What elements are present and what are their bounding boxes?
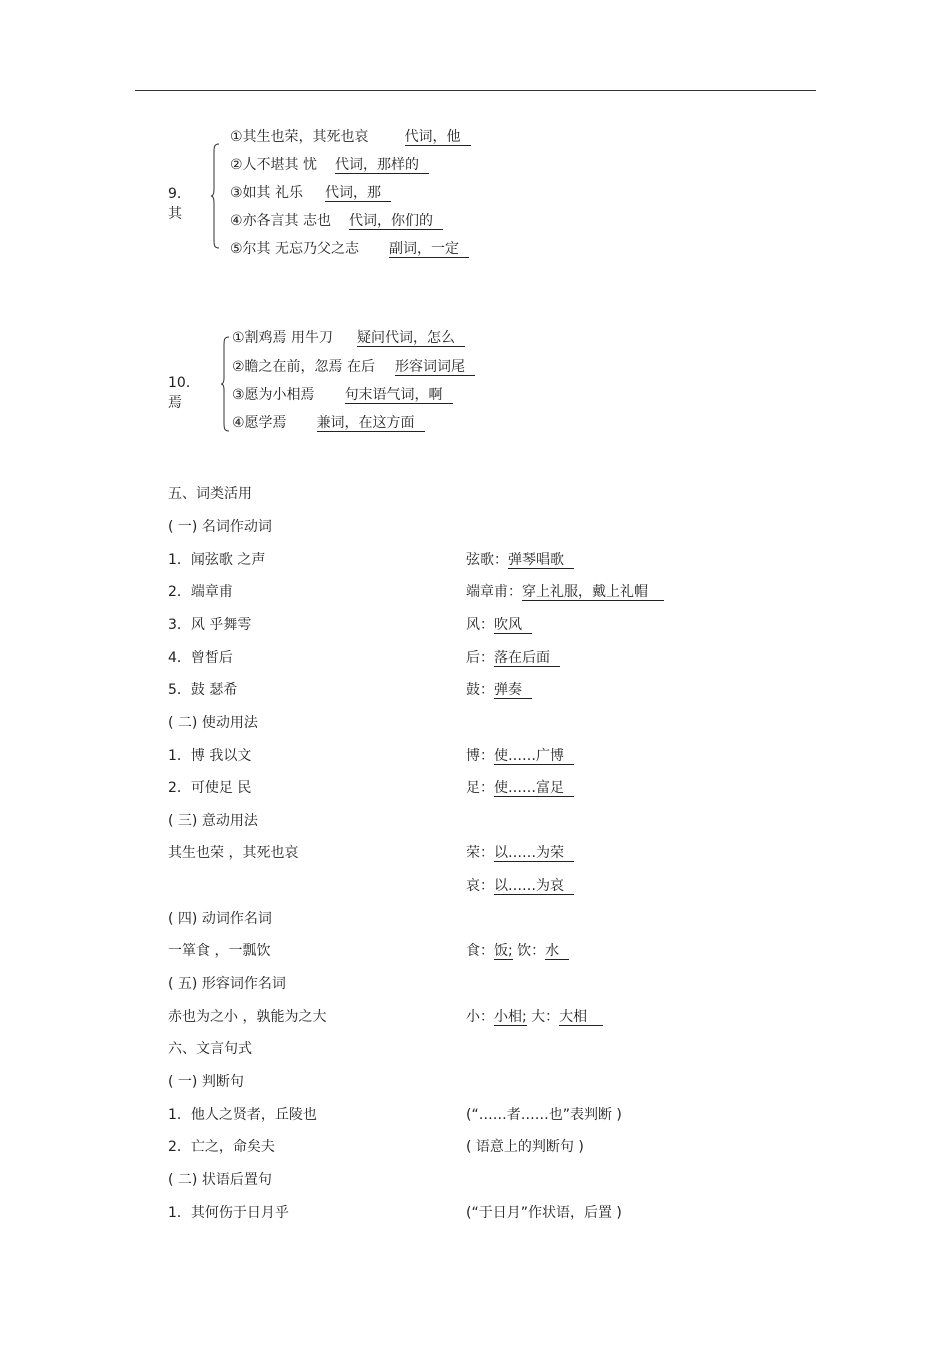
group-10-label: 10．焉: [168, 375, 200, 411]
answer-blank: 代词，他: [405, 129, 471, 146]
answer-blank: 弹琴唱歌: [508, 552, 574, 569]
answer-blank: 小相;: [494, 1009, 527, 1025]
table-row: 弦歌：弹琴唱歌: [466, 550, 574, 570]
answer-blank: 疑问代词，怎么: [357, 330, 465, 347]
list-item: ③如其 礼乐 代词，那: [230, 183, 391, 203]
list-item: ②瞻之在前，忽焉 在后 形容词词尾: [232, 357, 475, 377]
answer-blank: 代词，那样的: [335, 157, 429, 174]
answer-blank: 代词，你们的: [349, 213, 443, 230]
section-5-sub2-title: ( 二) 使动用法: [168, 715, 258, 731]
answer-blank: 以……为荣: [494, 845, 574, 862]
section-6-sub1-title: ( 一) 判断句: [168, 1074, 244, 1090]
answer-blank: 水: [545, 943, 569, 960]
table-row: 一箪食 ，一瓢饮: [168, 943, 271, 959]
group-9-label: 9．其: [168, 186, 191, 222]
list-item: ④亦各言其 志也 代词，你们的: [230, 211, 443, 231]
brace-icon: [220, 336, 230, 432]
brace-icon: [210, 143, 220, 249]
answer-blank: 副词，一定: [389, 241, 469, 258]
table-row: 荣：以……为荣: [466, 843, 574, 863]
table-row: 1．他人之贤者，丘陵也: [168, 1107, 317, 1123]
answer-blank: 以……为哀: [494, 878, 574, 895]
table-row: 2．亡之，命矣夫: [168, 1139, 275, 1155]
answer-blank: 句末语气词，啊: [345, 387, 453, 404]
table-row: 食：饭; 饮：水: [466, 941, 569, 961]
list-item: ⑤尔其 无忘乃父之志 副词，一定: [230, 239, 469, 259]
answer-blank: 使……富足: [494, 780, 574, 797]
answer-blank: 弹奏: [494, 682, 532, 699]
answer-blank: 使……广博: [494, 748, 574, 765]
table-row: 1．博 我以文: [168, 748, 252, 764]
list-item: ①其生也荣，其死也哀 代词，他: [230, 127, 471, 147]
table-row: 1．闻弦歌 之声: [168, 552, 266, 568]
list-item: ④愿学焉 兼词，在这方面: [232, 413, 425, 433]
table-row-note: (“……者……也”表判断 ): [466, 1107, 622, 1123]
list-item: ②人不堪其 忧 代词，那样的: [230, 155, 429, 175]
answer-blank: 饭;: [494, 943, 513, 959]
answer-blank: 形容词词尾: [395, 359, 475, 376]
section-5-sub5-title: ( 五) 形容词作名词: [168, 976, 286, 992]
table-row: 其生也荣 ，其死也哀: [168, 845, 299, 861]
table-row: 哀：以……为哀: [466, 876, 574, 896]
table-row: 足：使……富足: [466, 778, 574, 798]
section-5-sub1-title: ( 一) 名词作动词: [168, 519, 272, 535]
section-6-sub2-title: ( 二) 状语后置句: [168, 1172, 272, 1188]
table-row: 赤也为之小 ，孰能为之大: [168, 1009, 327, 1025]
section-6-title: 六、文言句式: [168, 1041, 252, 1057]
table-row-note: ( 语意上的判断句 ): [466, 1139, 584, 1155]
answer-blank: 兼词，在这方面: [317, 415, 425, 432]
answer-blank: 穿上礼服，戴上礼帽: [522, 584, 664, 601]
table-row: 风：吹风: [466, 615, 532, 635]
table-row-note: (“于日月”作状语，后置 ): [466, 1205, 622, 1221]
section-5-sub4-title: ( 四) 动词作名词: [168, 911, 272, 927]
table-row: 2．端章甫: [168, 584, 233, 600]
table-row: 小：小相; 大：大相: [466, 1007, 603, 1027]
answer-blank: 大相: [559, 1009, 603, 1026]
table-row: 5．鼓 瑟希: [168, 682, 238, 698]
table-row: 1．其何伤于日月乎: [168, 1205, 289, 1221]
answer-blank: 落在后面: [494, 650, 560, 667]
table-row: 鼓：弹奏: [466, 680, 532, 700]
table-row: 2．可使足 民: [168, 780, 252, 796]
table-row: 3．风 乎舞雩: [168, 617, 252, 633]
list-item: ①割鸡焉 用牛刀 疑问代词，怎么: [232, 328, 465, 348]
table-row: 端章甫：穿上礼服，戴上礼帽: [466, 582, 664, 602]
section-5-sub3-title: ( 三) 意动用法: [168, 813, 258, 829]
answer-blank: 代词，那: [325, 185, 391, 202]
header-rule: [135, 90, 816, 91]
table-row: 博：使……广博: [466, 746, 574, 766]
table-row: 后：落在后面: [466, 648, 560, 668]
section-5-title: 五、词类活用: [168, 486, 252, 502]
table-row: 4．曾皙后: [168, 650, 233, 666]
answer-blank: 吹风: [494, 617, 532, 634]
list-item: ③愿为小相焉 句末语气词，啊: [232, 385, 453, 405]
